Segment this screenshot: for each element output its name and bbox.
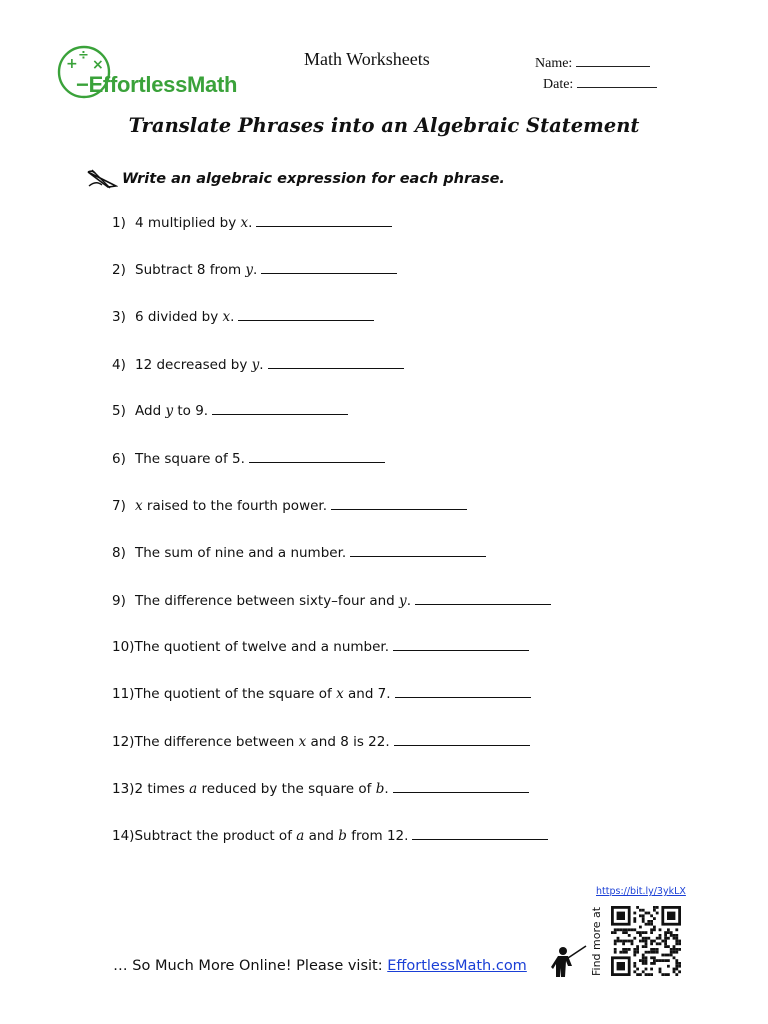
problem-text: to 9. (173, 403, 209, 419)
problem-text: 12 decreased by (135, 357, 252, 373)
problem-number: 11) (112, 686, 135, 702)
qr-module (619, 940, 622, 943)
qr-module (650, 968, 653, 971)
qr-module (639, 934, 642, 937)
qr-module (633, 965, 636, 968)
qr-module (642, 954, 645, 957)
qr-module (656, 912, 659, 915)
qr-module (653, 917, 656, 920)
qr-module (664, 945, 667, 948)
problem-number: 6) (112, 451, 126, 467)
answer-blank[interactable] (395, 685, 531, 698)
qr-module (650, 920, 653, 923)
qr-module (625, 928, 628, 931)
logo-text: −EffortlessMath (76, 72, 238, 97)
qr-module (645, 937, 648, 940)
answer-blank[interactable] (415, 592, 551, 605)
problem-text: Subtract 8 from (135, 262, 246, 278)
qr-module (639, 959, 642, 962)
problem-text: The sum of nine and a number. (135, 545, 347, 561)
problem-item (112, 214, 392, 231)
qr-module (622, 948, 625, 951)
date-blank[interactable] (577, 75, 657, 88)
qr-module (653, 940, 656, 943)
qr-module (673, 951, 676, 954)
qr-module (622, 940, 625, 943)
qr-module (645, 923, 648, 926)
footer (0, 958, 640, 974)
problem-item (112, 402, 348, 419)
answer-blank[interactable] (268, 356, 404, 369)
problem-number: 3) (112, 309, 126, 325)
qr-module (628, 948, 631, 951)
problem-item (112, 450, 385, 467)
qr-module (675, 928, 678, 931)
answer-blank[interactable] (331, 497, 467, 510)
qr-module (661, 940, 664, 943)
qr-module (631, 928, 634, 931)
qr-module (653, 951, 656, 954)
problem-text: Subtract the product of (134, 828, 297, 844)
qr-module (636, 973, 639, 976)
qr-module (659, 937, 662, 940)
qr-module (678, 970, 681, 973)
qr-module (664, 973, 667, 976)
qr-module (650, 956, 653, 959)
qr-module (653, 926, 656, 929)
qr-module (670, 948, 673, 951)
qr-module (633, 951, 636, 954)
problem-text: and 8 is 22. (306, 734, 390, 750)
qr-module (633, 912, 636, 915)
qr-module (673, 968, 676, 971)
instruction-text: Write an algebraic expression for each phrase. (122, 171, 505, 187)
answer-blank[interactable] (256, 214, 392, 227)
qr-module (622, 931, 625, 934)
qr-module (645, 940, 648, 943)
footer-text: … So Much More Online! Please visit: (113, 958, 388, 974)
qr-module (645, 956, 648, 959)
qr-module (675, 951, 678, 954)
qr-module (678, 948, 681, 951)
qr-module (636, 945, 639, 948)
variable: a (296, 828, 305, 844)
qr-module (653, 909, 656, 912)
problem-text: reduced by the square of (197, 781, 376, 797)
page-title: Translate Phrases into an Algebraic Statement (128, 114, 640, 137)
answer-blank[interactable] (412, 827, 548, 840)
date-field[interactable] (543, 75, 657, 93)
qr-module (650, 962, 653, 965)
qr-module (675, 948, 678, 951)
qr-module (667, 973, 670, 976)
problem-text: 2 times (134, 781, 190, 797)
problem-number: 12) (112, 734, 135, 750)
qr-module (653, 956, 656, 959)
variable: x (240, 215, 249, 231)
qr-module (667, 937, 670, 940)
qr-module (650, 942, 653, 945)
logo-dash: − (76, 72, 89, 97)
answer-blank[interactable] (393, 780, 529, 793)
qr-module (678, 962, 681, 965)
qr-module (633, 954, 636, 957)
qr-module (664, 942, 667, 945)
qr-module (645, 973, 648, 976)
qr-module (678, 965, 681, 968)
pencil-icon (86, 166, 118, 190)
answer-blank[interactable] (393, 638, 529, 651)
qr-module (645, 942, 648, 945)
qr-module (650, 914, 653, 917)
qr-module (653, 906, 656, 909)
problem-text: . (230, 309, 235, 325)
qr-module (617, 928, 620, 931)
qr-module (667, 959, 670, 962)
qr-module (639, 940, 642, 943)
qr-module (625, 931, 628, 934)
qr-module (659, 934, 662, 937)
svg-text:÷: ÷ (78, 48, 89, 63)
qr-module (673, 970, 676, 973)
qr-module (614, 942, 617, 945)
qr-module (670, 934, 673, 937)
worksheet-title: Math Worksheets (304, 49, 430, 69)
qr-module (650, 940, 653, 943)
qr-module (633, 917, 636, 920)
problem-text: The difference between (134, 734, 299, 750)
qr-module (670, 951, 673, 954)
qr-module (614, 948, 617, 951)
qr-module (650, 948, 653, 951)
problem-text: The quotient of the square of (134, 686, 337, 702)
answer-blank[interactable] (249, 450, 385, 463)
problem-text: . (406, 593, 411, 609)
problem-item (112, 685, 531, 702)
qr-module (650, 923, 653, 926)
qr-module (656, 948, 659, 951)
qr-module (647, 912, 650, 915)
qr-module (614, 931, 617, 934)
qr-module (625, 940, 628, 943)
find-more-label: Find more at (590, 906, 603, 976)
qr-module (675, 959, 678, 962)
qr-module (633, 937, 636, 940)
qr-module (647, 951, 650, 954)
qr-module (619, 951, 622, 954)
problem-item (112, 780, 529, 797)
problem-number: 7) (112, 498, 126, 514)
qr-module (673, 956, 676, 959)
qr-module (631, 942, 634, 945)
variable: y (165, 403, 174, 419)
variable: b (375, 781, 385, 797)
problem-item (112, 544, 486, 561)
qr-module (636, 951, 639, 954)
qr-module (667, 945, 670, 948)
teacher-icon (550, 944, 590, 978)
qr-module (673, 937, 676, 940)
qr-module (675, 973, 678, 976)
qr-module (659, 942, 662, 945)
qr-module (647, 920, 650, 923)
qr-module (642, 956, 645, 959)
problem-text: 4 multiplied by (135, 215, 241, 231)
qr-module (614, 951, 617, 954)
qr-module (656, 937, 659, 940)
qr-module (667, 954, 670, 957)
qr-module (656, 959, 659, 962)
qr-module (628, 940, 631, 943)
qr-module (645, 945, 648, 948)
qr-module (619, 928, 622, 931)
qr-module (653, 962, 656, 965)
qr-module (642, 917, 645, 920)
variable: b (338, 828, 347, 844)
qr-module (664, 931, 667, 934)
answer-blank[interactable] (238, 308, 374, 321)
problem-text: The square of 5. (135, 451, 245, 467)
variable: y (251, 357, 260, 373)
qr-module (639, 914, 642, 917)
svg-text:+: + (66, 56, 78, 72)
footer-link[interactable]: EffortlessMath.com (387, 958, 527, 974)
problem-item (112, 356, 404, 373)
name-field[interactable] (535, 54, 650, 72)
qr-module (661, 954, 664, 957)
qr-module (633, 928, 636, 931)
problem-text: The quotient of twelve and a number. (134, 639, 390, 655)
qr-module (645, 912, 648, 915)
qr-module (667, 928, 670, 931)
problem-item (112, 497, 467, 514)
qr-module (639, 973, 642, 976)
qr-module (650, 973, 653, 976)
qr-module (628, 928, 631, 931)
qr-module (667, 965, 670, 968)
svg-text:×: × (92, 57, 104, 73)
variable: x (135, 498, 143, 514)
qr-module (642, 945, 645, 948)
problem-number: 10) (112, 639, 135, 655)
qr-module (633, 948, 636, 951)
problem-number: 9) (112, 593, 126, 609)
qr-module (614, 940, 617, 943)
problem-item (112, 592, 551, 609)
qr-module (678, 940, 681, 943)
problem-item (112, 261, 397, 278)
qr-module (622, 942, 625, 945)
qr-module (678, 942, 681, 945)
qr-module (667, 912, 675, 920)
answer-blank[interactable] (261, 261, 397, 274)
qr-module (633, 970, 636, 973)
qr-module (673, 948, 676, 951)
qr-module (667, 931, 670, 934)
qr-module (664, 940, 667, 943)
answer-blank[interactable] (350, 544, 486, 557)
problem-text: and (304, 828, 339, 844)
name-blank[interactable] (576, 54, 650, 67)
qr-module (664, 934, 667, 937)
qr-module (653, 948, 656, 951)
qr-module (645, 968, 648, 971)
qr-module (661, 959, 664, 962)
qr-module (639, 909, 642, 912)
qr-module (650, 931, 653, 934)
qr-module (650, 928, 653, 931)
qr-module (647, 973, 650, 976)
qr-module (614, 928, 617, 931)
problem-item (112, 638, 529, 655)
qr-module (617, 962, 625, 970)
qr-module (636, 906, 639, 909)
qr-module (633, 962, 636, 965)
qr-module (617, 912, 625, 920)
qr-module (670, 954, 673, 957)
qr-module (642, 914, 645, 917)
qr-module (673, 934, 676, 937)
qr-module (642, 909, 645, 912)
qr-module (661, 973, 664, 976)
qr-module (639, 931, 642, 934)
qr-module (645, 959, 648, 962)
qr-module (673, 945, 676, 948)
qr-module (675, 937, 678, 940)
qr-module (645, 962, 648, 965)
answer-blank[interactable] (212, 402, 348, 415)
problem-item (112, 827, 548, 844)
qr-module (664, 954, 667, 957)
qr-module (675, 934, 678, 937)
qr-module (653, 959, 656, 962)
problem-number: 13) (112, 781, 135, 797)
problem-text: and 7. (343, 686, 391, 702)
qr-module (659, 928, 662, 931)
problem-number: 5) (112, 403, 126, 419)
qr-module (633, 920, 636, 923)
qr-module (622, 928, 625, 931)
problem-text: . (259, 357, 264, 373)
qr-module (675, 965, 678, 968)
qr-module (642, 920, 645, 923)
problem-text: . (384, 781, 389, 797)
qr-module (642, 959, 645, 962)
qr-module (639, 926, 642, 929)
qr-module (642, 940, 645, 943)
qr-module (642, 931, 645, 934)
qr-module (659, 968, 662, 971)
qr-module (636, 948, 639, 951)
qr-module (617, 940, 620, 943)
qr-module (642, 937, 645, 940)
qr-module (622, 951, 625, 954)
problem-text: raised to the fourth power. (142, 498, 328, 514)
qr-module (617, 937, 620, 940)
problem-text: . (253, 262, 258, 278)
problem-text: 6 divided by (135, 309, 223, 325)
problem-number: 1) (112, 215, 126, 231)
qr-module (675, 942, 678, 945)
qr-module (675, 940, 678, 943)
qr-module (659, 970, 662, 973)
effortlessmath-logo (56, 42, 246, 108)
problem-number: 14) (112, 828, 135, 844)
name-label: Name: (535, 56, 573, 71)
qr-module (675, 962, 678, 965)
variable: y (399, 593, 407, 609)
qr-module (611, 931, 614, 934)
problem-text: The difference between sixty–four and (135, 593, 400, 609)
problem-item (112, 733, 530, 750)
variable: x (222, 309, 231, 325)
problem-number: 2) (112, 262, 126, 278)
qr-module (664, 959, 667, 962)
qr-module (664, 937, 667, 940)
problem-number: 4) (112, 357, 126, 373)
problem-text: from 12. (346, 828, 409, 844)
qr-module (636, 968, 639, 971)
problem-text: . (248, 215, 253, 231)
qr-module (631, 940, 634, 943)
qr-module (675, 968, 678, 971)
qr-code-icon[interactable] (611, 906, 681, 976)
qr-module (670, 931, 673, 934)
qr-module (642, 970, 645, 973)
qr-module (656, 942, 659, 945)
problem-text: Add (135, 403, 166, 419)
variable: x (336, 686, 344, 702)
qr-module (656, 906, 659, 909)
qr-module (628, 934, 631, 937)
qr-module (645, 951, 648, 954)
qr-module (647, 937, 650, 940)
problem-number: 8) (112, 545, 126, 561)
qr-module (650, 951, 653, 954)
variable: y (245, 262, 254, 278)
qr-module (636, 931, 639, 934)
qr-module (642, 962, 645, 965)
qr-module (656, 951, 659, 954)
variable: a (189, 781, 198, 797)
qr-module (653, 928, 656, 931)
variable: x (298, 734, 307, 750)
qr-module (659, 959, 662, 962)
qr-module (647, 923, 650, 926)
qr-module (625, 948, 628, 951)
qr-module (645, 931, 648, 934)
qr-module (625, 951, 628, 954)
date-label: Date: (543, 77, 574, 92)
answer-blank[interactable] (394, 733, 530, 746)
qr-url-link[interactable]: https://bit.ly/3ykLX (596, 886, 686, 897)
problem-item (112, 308, 374, 325)
